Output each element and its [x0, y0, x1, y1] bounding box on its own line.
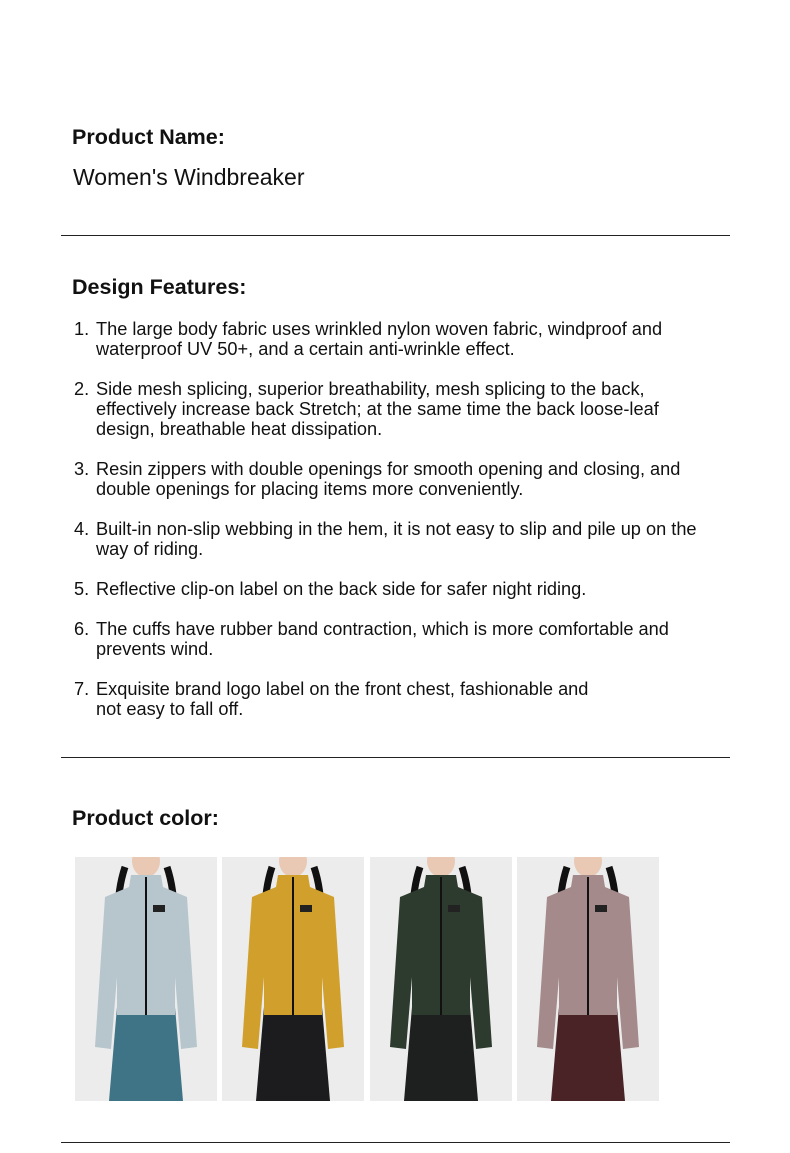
feature-text: The large body fabric uses wrinkled nylon woven fabric, windproof and waterproof UV 50+, and a certain anti-wrinkle effect.	[96, 319, 663, 359]
color-photo	[370, 857, 512, 1101]
feature-item	[74, 619, 734, 659]
model-head	[427, 857, 455, 877]
features-list	[74, 319, 734, 739]
feature-number: 2.	[74, 379, 90, 399]
feature-text: Built-in non-slip webbing in the hem, it is not easy to slip and pile up on the way of riding.	[96, 519, 697, 559]
feature-item	[74, 319, 734, 359]
feature-text: Side mesh splicing, superior breathability, mesh splicing to the back, effectively increase back Stretch; at the same time the back loose-leaf design, breathable heat dissipation.	[96, 379, 659, 439]
chest-logo	[595, 905, 607, 912]
pants	[109, 1007, 183, 1101]
feature-item	[74, 519, 734, 559]
chest-logo	[448, 905, 460, 912]
feature-number: 3.	[74, 459, 90, 479]
feature-text: Exquisite brand logo label on the front chest, fashionable and not easy to fall off.	[96, 679, 589, 719]
feature-text: The cuffs have rubber band contraction, which is more comfortable and prevents wind.	[96, 619, 669, 659]
feature-number: 6.	[74, 619, 90, 639]
divider	[61, 757, 730, 758]
feature-item	[74, 379, 734, 439]
feature-item	[74, 459, 734, 499]
pants	[551, 1007, 625, 1101]
feature-number: 5.	[74, 579, 90, 599]
color-photo	[222, 857, 364, 1101]
feature-number: 1.	[74, 319, 90, 339]
feature-number: 7.	[74, 679, 90, 699]
divider	[61, 1142, 730, 1143]
model-head	[279, 857, 307, 877]
color-photo	[517, 857, 659, 1101]
feature-item	[74, 679, 734, 719]
feature-number: 4.	[74, 519, 90, 539]
product-name-value: Women's Windbreaker	[73, 164, 305, 190]
feature-item	[74, 579, 734, 599]
product-name-heading: Product Name:	[72, 125, 225, 149]
design-features-heading: Design Features:	[72, 275, 247, 299]
feature-text: Reflective clip-on label on the back side for safer night riding.	[96, 579, 587, 599]
divider	[61, 235, 730, 236]
product-color-heading: Product color:	[72, 806, 219, 830]
chest-logo	[153, 905, 165, 912]
color-photo	[75, 857, 217, 1101]
feature-text: Resin zippers with double openings for smooth opening and closing, and double openings for placing items more conveniently.	[96, 459, 681, 499]
pants	[256, 1007, 330, 1101]
model-head	[132, 857, 160, 877]
pants	[404, 1007, 478, 1101]
model-head	[574, 857, 602, 877]
chest-logo	[300, 905, 312, 912]
